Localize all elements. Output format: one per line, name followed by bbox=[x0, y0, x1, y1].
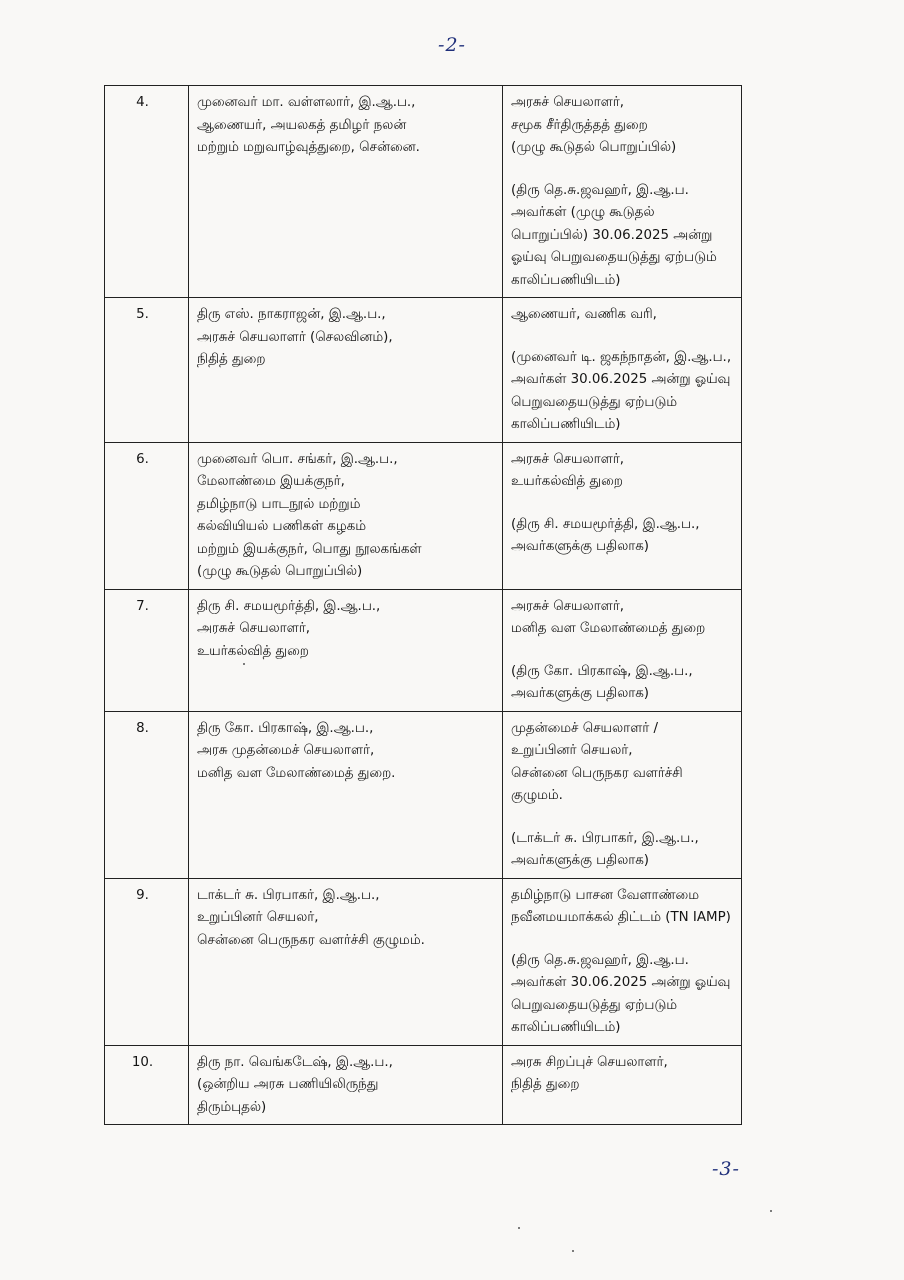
new-posting-line: அரசுச் செயலாளர், bbox=[511, 598, 624, 614]
current-post-line: சென்னை பெருநகர வளர்ச்சி குழுமம். bbox=[197, 932, 425, 948]
note-spacer bbox=[511, 494, 735, 514]
new-posting bbox=[503, 878, 742, 1045]
vacancy-note-line: (டாக்டர் சு. பிரபாகர், இ.ஆ.ப., bbox=[511, 830, 699, 846]
current-post-line: மேலாண்மை இயக்குநர், bbox=[197, 474, 345, 489]
current-post-line: அரசு முதன்மைச் செயலாளர், bbox=[197, 743, 375, 758]
note-spacer bbox=[511, 160, 735, 180]
serial-number: 10. bbox=[105, 1045, 189, 1125]
current-post-line: கல்வியியல் பணிகள் கழகம் bbox=[197, 519, 366, 534]
new-posting-line: தமிழ்நாடு பாசன வேளாண்மை bbox=[511, 887, 699, 903]
vacancy-note-line: (திரு தெ.சு.ஜவஹர், இ.ஆ.ப. bbox=[511, 182, 689, 198]
vacancy-note-line: பெறுவதையடுத்து ஏற்படும் bbox=[511, 394, 678, 410]
officer-current-post bbox=[189, 589, 503, 711]
new-posting bbox=[503, 298, 742, 443]
transfer-table bbox=[104, 85, 742, 1125]
new-posting-line: அரசுச் செயலாளர், bbox=[511, 95, 624, 110]
table-row bbox=[105, 298, 742, 443]
new-posting-line: உறுப்பினர் செயலர், bbox=[511, 743, 633, 758]
table-row bbox=[105, 589, 742, 711]
vacancy-note-line: காலிப்பணியிடம்) bbox=[511, 272, 621, 288]
table-row bbox=[105, 878, 742, 1045]
new-posting bbox=[503, 1045, 742, 1125]
vacancy-note-line: அவர்களுக்கு பதிலாக) bbox=[511, 686, 650, 701]
current-post-line: தமிழ்நாடு பாடநூல் மற்றும் bbox=[197, 496, 361, 512]
current-post-line: டாக்டர் சு. பிரபாகர், இ.ஆ.ப., bbox=[197, 887, 380, 903]
new-posting-line: சமூக சீர்திருத்தத் துறை bbox=[511, 117, 648, 133]
current-post-line: ஆணையர், அயலகத் தமிழர் நலன் bbox=[197, 117, 407, 133]
vacancy-note-line: பெறுவதையடுத்து ஏற்படும் bbox=[511, 997, 678, 1013]
current-post-line: திரு எஸ். நாகராஜன், இ.ஆ.ப., bbox=[197, 307, 386, 322]
serial-number: 8. bbox=[105, 711, 189, 878]
page-number-top: -2- bbox=[438, 34, 466, 56]
table-row bbox=[105, 1045, 742, 1125]
page-number-bottom: -3- bbox=[712, 1158, 740, 1180]
vacancy-note-line: அவர்களுக்கு பதிலாக) bbox=[511, 539, 650, 554]
table-row bbox=[105, 711, 742, 878]
vacancy-note-line: காலிப்பணியிடம்) bbox=[511, 1020, 621, 1035]
transfer-table-body bbox=[105, 86, 742, 1125]
current-post-line: (ஒன்றிய அரசு பணியிலிருந்து bbox=[197, 1077, 379, 1092]
current-post-line: மற்றும் மறுவாழ்வுத்துறை, சென்னை. bbox=[197, 140, 420, 155]
new-posting-line: சென்னை பெருநகர வளர்ச்சி bbox=[511, 765, 683, 781]
new-posting-line: முதன்மைச் செயலாளர் / bbox=[511, 720, 658, 736]
current-post-line: திரு கோ. பிரகாஷ், இ.ஆ.ப., bbox=[197, 720, 374, 736]
current-post-line: திரு நா. வெங்கடேஷ், இ.ஆ.ப., bbox=[197, 1054, 393, 1070]
vacancy-note-line: (திரு கோ. பிரகாஷ், இ.ஆ.ப., bbox=[511, 663, 693, 679]
serial-number: 6. bbox=[105, 442, 189, 589]
new-posting-line: குழுமம். bbox=[511, 788, 563, 803]
officer-current-post bbox=[189, 1045, 503, 1125]
current-post-line: முனைவர் பொ. சங்கர், இ.ஆ.ப., bbox=[197, 451, 398, 467]
vacancy-note-line: காலிப்பணியிடம்) bbox=[511, 417, 621, 432]
current-post-line: திரு சி. சமயமூர்த்தி, இ.ஆ.ப., bbox=[197, 598, 381, 614]
new-posting-line: ஆணையர், வணிக வரி, bbox=[511, 307, 657, 322]
officer-current-post bbox=[189, 878, 503, 1045]
new-posting-line: அரசுச் செயலாளர், bbox=[511, 451, 624, 467]
serial-number: 9. bbox=[105, 878, 189, 1045]
new-posting-line: (முழு கூடுதல் பொறுப்பில்) bbox=[511, 140, 677, 155]
note-spacer bbox=[511, 808, 735, 828]
serial-number: 5. bbox=[105, 298, 189, 443]
new-posting-line: உயர்கல்வித் துறை bbox=[511, 474, 623, 489]
vacancy-note-line: அவர்கள் 30.06.2025 அன்று ஓய்வு bbox=[511, 975, 731, 990]
new-posting-line: அரசு சிறப்புச் செயலாளர், bbox=[511, 1054, 668, 1070]
current-post-line: திரும்புதல்) bbox=[197, 1099, 267, 1115]
vacancy-note-line: ஓய்வு பெறுவதையடுத்து ஏற்படும் bbox=[511, 250, 717, 265]
current-post-line: அரசுச் செயலாளர், bbox=[197, 621, 310, 636]
serial-number: 4. bbox=[105, 86, 189, 298]
table-row bbox=[105, 442, 742, 589]
new-posting bbox=[503, 442, 742, 589]
vacancy-note-line: அவர்களுக்கு பதிலாக) bbox=[511, 853, 650, 868]
serial-number: 7. bbox=[105, 589, 189, 711]
officer-current-post bbox=[189, 298, 503, 443]
note-spacer bbox=[511, 641, 735, 661]
vacancy-note-line: அவர்கள் 30.06.2025 அன்று ஓய்வு bbox=[511, 372, 731, 387]
new-posting-line: நவீனமயமாக்கல் திட்டம் (TN IAMP) bbox=[511, 910, 731, 925]
new-posting bbox=[503, 711, 742, 878]
table-row bbox=[105, 86, 742, 298]
current-post-line: நிதித் துறை bbox=[197, 352, 266, 367]
current-post-line: முனைவர் மா. வள்ளலார், இ.ஆ.ப., bbox=[197, 95, 416, 110]
vacancy-note-line: பொறுப்பில்) 30.06.2025 அன்று bbox=[511, 227, 713, 243]
current-post-line: மற்றும் இயக்குநர், பொது நூலகங்கள் bbox=[197, 541, 422, 557]
current-post-line: அரசுச் செயலாளர் (செலவினம்), bbox=[197, 329, 393, 345]
vacancy-note-line: (திரு தெ.சு.ஜவஹர், இ.ஆ.ப. bbox=[511, 952, 689, 968]
note-spacer bbox=[511, 327, 735, 347]
vacancy-note-line: அவர்கள் (முழு கூடுதல் bbox=[511, 205, 655, 220]
new-posting bbox=[503, 589, 742, 711]
current-post-line: உறுப்பினர் செயலர், bbox=[197, 910, 319, 925]
new-posting bbox=[503, 86, 742, 298]
note-spacer bbox=[511, 930, 735, 950]
new-posting-line: நிதித் துறை bbox=[511, 1077, 580, 1092]
current-post-line: (முழு கூடுதல் பொறுப்பில்) bbox=[197, 564, 363, 579]
officer-current-post bbox=[189, 86, 503, 298]
officer-current-post bbox=[189, 442, 503, 589]
current-post-line: மனித வள மேலாண்மைத் துறை. bbox=[197, 765, 396, 781]
vacancy-note-line: (திரு சி. சமயமூர்த்தி, இ.ஆ.ப., bbox=[511, 516, 700, 532]
current-post-line: உயர்கல்வித் துறை bbox=[197, 643, 309, 659]
officer-current-post bbox=[189, 711, 503, 878]
vacancy-note-line: (முனைவர் டி. ஜகந்நாதன், இ.ஆ.ப., bbox=[511, 349, 732, 365]
new-posting-line: மனித வள மேலாண்மைத் துறை bbox=[511, 621, 706, 636]
